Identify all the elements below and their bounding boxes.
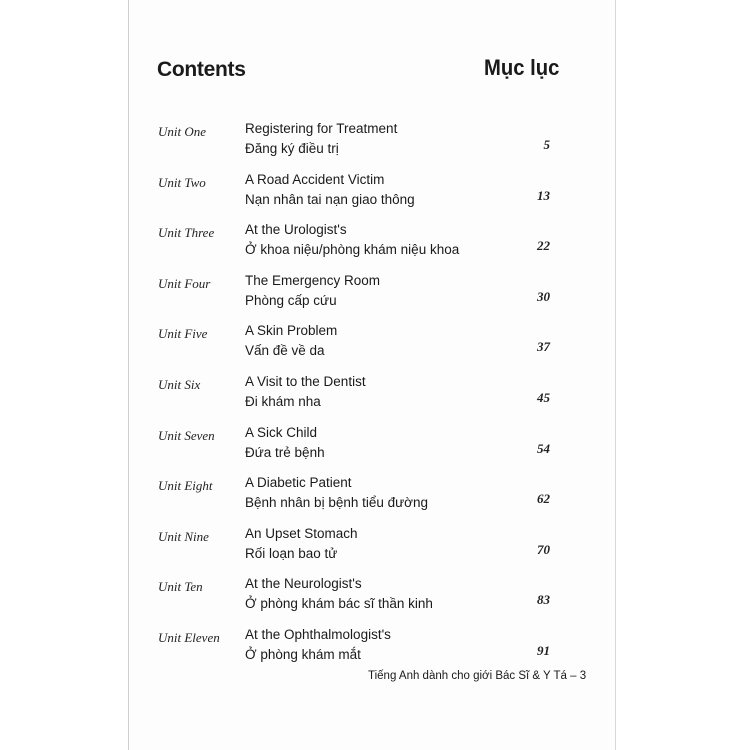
page-number: 22 xyxy=(537,238,550,254)
page-number: 37 xyxy=(537,339,550,355)
unit-label: Unit Five xyxy=(158,326,208,342)
unit-label: Unit Six xyxy=(158,376,201,392)
toc-entry xyxy=(0,373,750,424)
contents-heading: Contents xyxy=(157,58,246,81)
page-number: 54 xyxy=(537,440,550,456)
page-number: 13 xyxy=(537,187,550,203)
unit-title-en: At the Ophthalmologist's xyxy=(245,626,391,642)
unit-title-en: A Sick Child xyxy=(245,424,318,440)
toc-entry xyxy=(0,221,750,272)
unit-title-en: A Visit to the Dentist xyxy=(245,373,366,389)
unit-title-vi: Đăng ký điều trị xyxy=(245,141,339,156)
unit-title-en: A Road Accident Victim xyxy=(245,171,385,187)
unit-label: Unit Seven xyxy=(158,427,215,443)
unit-title-vi: Nạn nhân tai nạn giao thông xyxy=(245,191,415,207)
toc-entry xyxy=(0,322,750,373)
unit-title-en: At the Urologist's xyxy=(245,222,347,238)
page-number: 70 xyxy=(537,541,550,557)
toc-entry xyxy=(0,474,750,525)
unit-label: Unit Ten xyxy=(158,579,203,595)
page-number: 83 xyxy=(537,592,550,608)
page-footer: Tiếng Anh dành cho giới Bác Sĩ & Y Tá – 3 xyxy=(368,670,587,682)
unit-label: Unit Three xyxy=(158,225,215,241)
unit-title-en: The Emergency Room xyxy=(245,272,381,288)
unit-title-vi: Bệnh nhân bị bệnh tiểu đường xyxy=(245,495,429,511)
toc-entry xyxy=(0,171,750,222)
unit-title-en: Registering for Treatment xyxy=(245,121,398,136)
unit-label: Unit Four xyxy=(158,275,211,291)
page-number: 45 xyxy=(537,389,550,405)
toc-entry xyxy=(0,575,750,626)
toc-entry xyxy=(0,525,750,576)
unit-title-vi: Ở phòng khám bác sĩ thần kinh xyxy=(245,596,433,612)
unit-title-en: An Upset Stomach xyxy=(245,525,358,541)
toc-entry xyxy=(0,424,750,475)
unit-title-en: At the Neurologist's xyxy=(245,576,362,592)
unit-title-vi: Đi khám nha xyxy=(245,393,321,409)
toc-entry xyxy=(0,272,750,323)
unit-title-vi: Rối loạn bao tử xyxy=(245,545,338,561)
unit-title-vi: Ở phòng khám mắt xyxy=(245,646,361,662)
unit-title-vi: Đứa trẻ bệnh xyxy=(245,444,325,460)
unit-title-vi: Vấn đề về da xyxy=(245,343,325,359)
unit-label: Unit Eleven xyxy=(158,629,220,645)
unit-label: Unit Nine xyxy=(158,528,209,544)
page-number: 62 xyxy=(537,491,550,507)
unit-title-vi: Ở khoa niệu/phòng khám niệu khoa xyxy=(245,242,460,258)
unit-title-vi: Phòng cấp cứu xyxy=(245,292,337,308)
page-number: 5 xyxy=(543,137,550,152)
unit-title-en: A Skin Problem xyxy=(245,323,338,339)
toc-entry xyxy=(0,120,750,171)
unit-label: Unit Eight xyxy=(158,478,213,494)
unit-label: Unit Two xyxy=(158,174,206,190)
unit-title-en: A Diabetic Patient xyxy=(245,475,352,491)
page-number: 91 xyxy=(537,642,550,658)
table-of-contents xyxy=(0,120,750,677)
muc-luc-heading: Mục lục xyxy=(484,55,560,80)
unit-label: Unit One xyxy=(158,124,207,139)
page-number: 30 xyxy=(537,288,550,304)
toc-entry xyxy=(0,626,750,677)
